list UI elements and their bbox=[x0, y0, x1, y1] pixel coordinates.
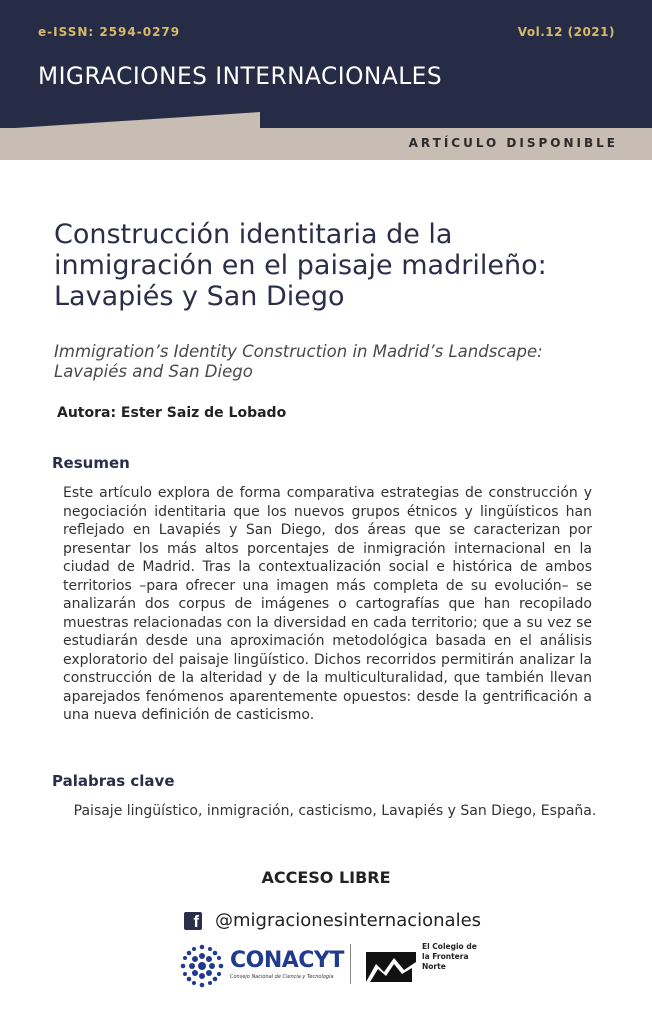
article-author: Autora: Ester Saiz de Lobado bbox=[57, 405, 287, 421]
social-link[interactable] bbox=[184, 910, 481, 931]
abstract-text: Este artículo explora de forma comparativa estrategias de construcción y negociación identitaria que los nuevos grupos étnicos y lingüísticos han reflejado en Lavapiés y San Diego, dos áreas que se caracterizan por presentar los más altos porcentajes de inmigración internacional en la ciudad de Madrid. Tras la contextualización social e histórica de ambos territorios –para ofrecer una imagen más completa de su evolución– se analizarán dos corpus de imágenes o cartografías que han recopilado muestras relacionadas con la diversidad en cada territorio; que a su vez se estudiarán desde una aproximación metodológica basada en el análisis exploratorio del paisaje lingüístico. Dichos recorridos permitirán analizar la construcción de la alteridad y de la multiculturalidad, que también llevan aparejados fenómenos aparentemente opuestos: desde la gentrificación a una nueva definición de casticismo. bbox=[63, 485, 592, 723]
article-subtitle: Immigration’s Identity Construction in Madrid’s Landscape: Lavapiés and San Diego bbox=[54, 342, 543, 381]
conacyt-logo-icon bbox=[178, 942, 226, 990]
conacyt-logo-text: CONACYT bbox=[230, 948, 344, 973]
social-handle: @migracionesinternacionales bbox=[215, 910, 482, 931]
open-access-label: ACCESO LIBRE bbox=[261, 868, 391, 887]
issn-label: e-ISSN: 2594-0279 bbox=[38, 25, 181, 39]
facebook-icon: f bbox=[184, 912, 202, 930]
logo-divider bbox=[350, 944, 351, 984]
keywords-text: Paisaje lingüístico, inmigración, casticismo, Lavapiés y San Diego, España. bbox=[73, 803, 597, 819]
colef-logo-icon bbox=[366, 952, 416, 982]
journal-title: MIGRACIONES INTERNACIONALES bbox=[38, 62, 443, 90]
article-title: Construcción identitaria de la inmigración en el paisaje madrileño: Lavapiés y San Diego bbox=[54, 219, 547, 312]
header-band-slope bbox=[0, 112, 260, 129]
availability-label: ARTÍCULO DISPONIBLE bbox=[408, 136, 618, 150]
abstract-heading: Resumen bbox=[52, 454, 130, 472]
conacyt-logo-subtitle: Consejo Nacional de Ciencia y Tecnología bbox=[230, 974, 334, 980]
keywords-heading: Palabras clave bbox=[52, 772, 175, 790]
sponsor-logos bbox=[178, 940, 488, 990]
volume-label: Vol.12 (2021) bbox=[517, 25, 615, 39]
colef-logo-text: El Colegio de la Frontera Norte bbox=[422, 942, 477, 971]
